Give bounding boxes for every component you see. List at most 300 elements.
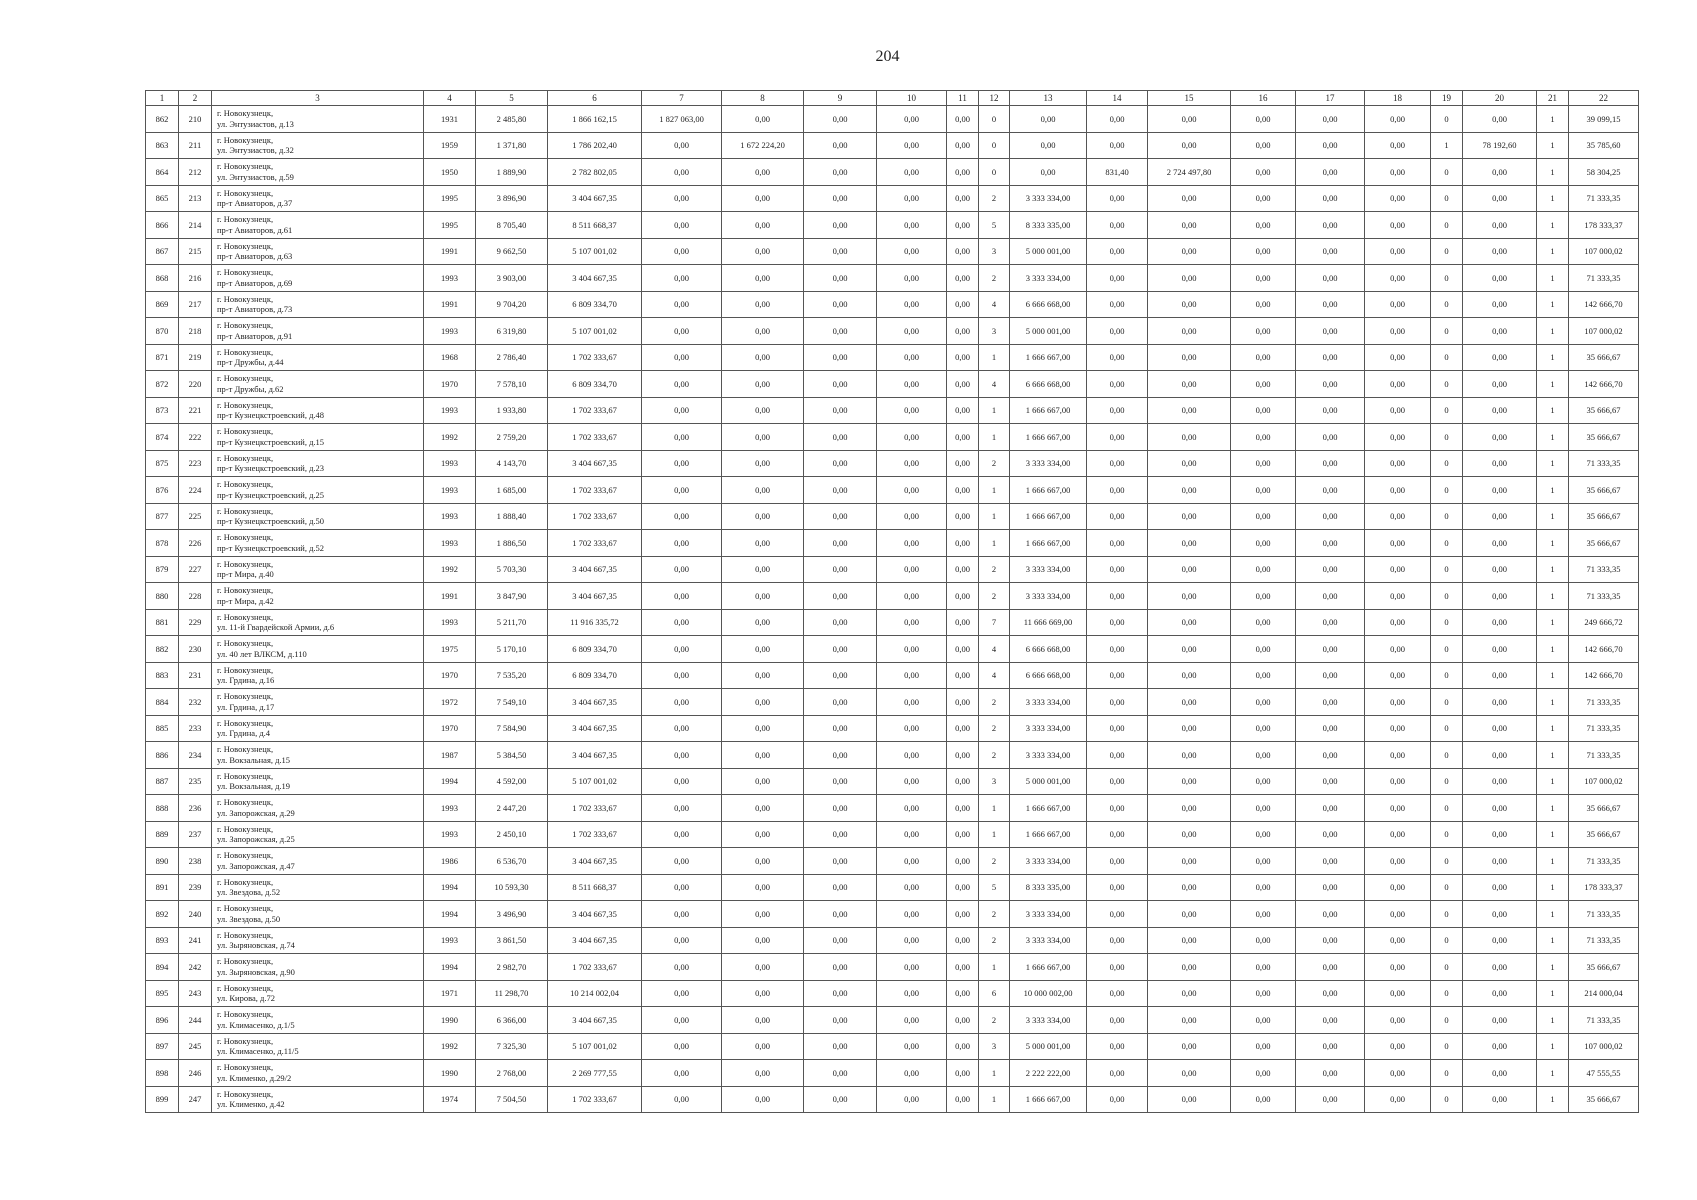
cell-col-13: 5 000 001,00 xyxy=(1010,238,1087,265)
cell-col-20: 0,00 xyxy=(1463,450,1537,477)
address-city: г. Новокузнецк, xyxy=(217,744,274,755)
cell-col-11: 0,00 xyxy=(947,106,979,133)
cell-col-7: 0,00 xyxy=(642,477,722,504)
cell-col-10: 0,00 xyxy=(877,132,947,159)
cell-col-10: 0,00 xyxy=(877,265,947,292)
cell-col-13: 0,00 xyxy=(1010,132,1087,159)
cell-col-21: 1 xyxy=(1537,371,1569,398)
cell-col-16: 0,00 xyxy=(1231,503,1296,530)
cell-col-11: 0,00 xyxy=(947,795,979,822)
address-city: г. Новокузнецк, xyxy=(217,1088,274,1099)
column-header: 7 xyxy=(642,91,722,106)
cell-col-10: 0,00 xyxy=(877,980,947,1007)
cell-col-4: 1986 xyxy=(424,848,476,875)
cell-col-17: 0,00 xyxy=(1296,185,1365,212)
cell-col-8: 0,00 xyxy=(722,662,804,689)
cell-col-10: 0,00 xyxy=(877,927,947,954)
address-street: ул. Зыряновская, д.74 xyxy=(217,940,295,951)
cell-col-13: 5 000 001,00 xyxy=(1010,768,1087,795)
cell-col-16: 0,00 xyxy=(1231,954,1296,981)
address-city: г. Новокузнецк, xyxy=(217,373,274,384)
cell-col-18: 0,00 xyxy=(1365,1086,1431,1113)
cell-col-19: 0 xyxy=(1431,742,1463,769)
cell-col-15: 0,00 xyxy=(1148,1007,1231,1034)
address-street: ул. Энтузиастов, д.13 xyxy=(217,118,294,129)
table-row xyxy=(146,901,1639,928)
address-city: г. Новокузнецк, xyxy=(217,850,274,861)
cell-col-19: 0 xyxy=(1431,106,1463,133)
cell-col-9: 0,00 xyxy=(804,106,877,133)
cell-col-8: 0,00 xyxy=(722,980,804,1007)
cell-col-15: 0,00 xyxy=(1148,874,1231,901)
cell-col-11: 0,00 xyxy=(947,371,979,398)
cell-col-12: 4 xyxy=(979,636,1010,663)
table-row xyxy=(146,715,1639,742)
column-header: 21 xyxy=(1537,91,1569,106)
cell-col-21: 1 xyxy=(1537,1007,1569,1034)
cell-col-8: 0,00 xyxy=(722,238,804,265)
cell-col-14: 0,00 xyxy=(1087,954,1148,981)
cell-col-20: 0,00 xyxy=(1463,265,1537,292)
cell-col-11: 0,00 xyxy=(947,291,979,318)
cell-col-12: 1 xyxy=(979,821,1010,848)
address-street: ул. Клименко, д.42 xyxy=(217,1099,285,1110)
cell-col-15: 0,00 xyxy=(1148,397,1231,424)
cell-col-10: 0,00 xyxy=(877,424,947,451)
cell-col-19: 0 xyxy=(1431,556,1463,583)
cell-col-20: 0,00 xyxy=(1463,106,1537,133)
cell-col-14: 0,00 xyxy=(1087,503,1148,530)
cell-col-16: 0,00 xyxy=(1231,980,1296,1007)
address-city: г. Новокузнецк, xyxy=(217,903,274,914)
address-city: г. Новокузнецк, xyxy=(217,664,274,675)
cell-col-8: 0,00 xyxy=(722,371,804,398)
table-row xyxy=(146,980,1639,1007)
cell-col-9: 0,00 xyxy=(804,795,877,822)
cell-col-1: 871 xyxy=(146,344,179,371)
cell-col-18: 0,00 xyxy=(1365,344,1431,371)
address-cell xyxy=(212,609,424,636)
cell-col-14: 0,00 xyxy=(1087,1033,1148,1060)
cell-col-17: 0,00 xyxy=(1296,821,1365,848)
address-city: г. Новокузнецк, xyxy=(217,956,274,967)
cell-col-18: 0,00 xyxy=(1365,106,1431,133)
cell-col-9: 0,00 xyxy=(804,980,877,1007)
cell-col-18: 0,00 xyxy=(1365,927,1431,954)
address-cell xyxy=(212,291,424,318)
cell-col-12: 1 xyxy=(979,344,1010,371)
cell-col-7: 0,00 xyxy=(642,397,722,424)
cell-col-21: 1 xyxy=(1537,556,1569,583)
cell-col-14: 0,00 xyxy=(1087,1007,1148,1034)
cell-col-7: 0,00 xyxy=(642,583,722,610)
cell-col-2: 220 xyxy=(179,371,212,398)
cell-col-16: 0,00 xyxy=(1231,1086,1296,1113)
address-city: г. Новокузнецк, xyxy=(217,134,274,145)
cell-col-6: 1 702 333,67 xyxy=(548,1086,642,1113)
cell-col-1: 885 xyxy=(146,715,179,742)
cell-col-4: 1968 xyxy=(424,344,476,371)
cell-col-17: 0,00 xyxy=(1296,715,1365,742)
table-row xyxy=(146,1086,1639,1113)
cell-col-15: 0,00 xyxy=(1148,927,1231,954)
cell-col-12: 2 xyxy=(979,848,1010,875)
cell-col-11: 0,00 xyxy=(947,344,979,371)
cell-col-10: 0,00 xyxy=(877,344,947,371)
cell-col-19: 0 xyxy=(1431,848,1463,875)
cell-col-17: 0,00 xyxy=(1296,450,1365,477)
cell-col-7: 0,00 xyxy=(642,450,722,477)
cell-col-6: 3 404 667,35 xyxy=(548,1007,642,1034)
cell-col-16: 0,00 xyxy=(1231,477,1296,504)
address-city: г. Новокузнецк, xyxy=(217,187,274,198)
table-row xyxy=(146,185,1639,212)
address-city: г. Новокузнецк, xyxy=(217,1035,274,1046)
address-cell xyxy=(212,1007,424,1034)
cell-col-18: 0,00 xyxy=(1365,503,1431,530)
cell-col-13: 1 666 667,00 xyxy=(1010,1086,1087,1113)
cell-col-16: 0,00 xyxy=(1231,132,1296,159)
cell-col-20: 0,00 xyxy=(1463,344,1537,371)
cell-col-19: 0 xyxy=(1431,1033,1463,1060)
address-cell xyxy=(212,503,424,530)
cell-col-9: 0,00 xyxy=(804,742,877,769)
cell-col-9: 0,00 xyxy=(804,1086,877,1113)
cell-col-2: 212 xyxy=(179,159,212,186)
cell-col-10: 0,00 xyxy=(877,1033,947,1060)
cell-col-16: 0,00 xyxy=(1231,742,1296,769)
cell-col-4: 1990 xyxy=(424,1060,476,1087)
cell-col-22: 71 333,35 xyxy=(1569,583,1639,610)
cell-col-9: 0,00 xyxy=(804,583,877,610)
cell-col-16: 0,00 xyxy=(1231,212,1296,239)
cell-col-10: 0,00 xyxy=(877,556,947,583)
cell-col-7: 0,00 xyxy=(642,530,722,557)
table-row xyxy=(146,371,1639,398)
cell-col-19: 0 xyxy=(1431,662,1463,689)
cell-col-15: 0,00 xyxy=(1148,954,1231,981)
cell-col-1: 889 xyxy=(146,821,179,848)
cell-col-22: 142 666,70 xyxy=(1569,291,1639,318)
cell-col-15: 0,00 xyxy=(1148,503,1231,530)
cell-col-9: 0,00 xyxy=(804,901,877,928)
address-city: г. Новокузнецк, xyxy=(217,638,274,649)
cell-col-19: 0 xyxy=(1431,397,1463,424)
cell-col-1: 886 xyxy=(146,742,179,769)
cell-col-2: 245 xyxy=(179,1033,212,1060)
cell-col-7: 0,00 xyxy=(642,795,722,822)
cell-col-21: 1 xyxy=(1537,503,1569,530)
cell-col-6: 8 511 668,37 xyxy=(548,874,642,901)
cell-col-18: 0,00 xyxy=(1365,980,1431,1007)
address-street: ул. Запорожская, д.47 xyxy=(217,860,295,871)
cell-col-7: 0,00 xyxy=(642,954,722,981)
cell-col-20: 0,00 xyxy=(1463,291,1537,318)
cell-col-5: 2 982,70 xyxy=(476,954,548,981)
cell-col-7: 0,00 xyxy=(642,212,722,239)
cell-col-4: 1993 xyxy=(424,318,476,345)
cell-col-7: 0,00 xyxy=(642,318,722,345)
cell-col-4: 1993 xyxy=(424,450,476,477)
cell-col-1: 899 xyxy=(146,1086,179,1113)
cell-col-2: 228 xyxy=(179,583,212,610)
cell-col-2: 224 xyxy=(179,477,212,504)
cell-col-13: 1 666 667,00 xyxy=(1010,503,1087,530)
cell-col-1: 872 xyxy=(146,371,179,398)
cell-col-11: 0,00 xyxy=(947,556,979,583)
cell-col-12: 1 xyxy=(979,530,1010,557)
address-street: ул. Вокзальная, д.19 xyxy=(217,781,291,792)
cell-col-17: 0,00 xyxy=(1296,768,1365,795)
address-cell xyxy=(212,344,424,371)
cell-col-7: 0,00 xyxy=(642,821,722,848)
cell-col-6: 3 404 667,35 xyxy=(548,450,642,477)
cell-col-10: 0,00 xyxy=(877,901,947,928)
cell-col-5: 6 319,80 xyxy=(476,318,548,345)
cell-col-13: 8 333 335,00 xyxy=(1010,874,1087,901)
cell-col-21: 1 xyxy=(1537,318,1569,345)
cell-col-5: 3 861,50 xyxy=(476,927,548,954)
address-cell xyxy=(212,742,424,769)
cell-col-17: 0,00 xyxy=(1296,689,1365,716)
cell-col-19: 0 xyxy=(1431,477,1463,504)
cell-col-14: 0,00 xyxy=(1087,477,1148,504)
cell-col-10: 0,00 xyxy=(877,291,947,318)
cell-col-18: 0,00 xyxy=(1365,159,1431,186)
cell-col-14: 0,00 xyxy=(1087,768,1148,795)
cell-col-7: 0,00 xyxy=(642,291,722,318)
cell-col-14: 0,00 xyxy=(1087,715,1148,742)
table-row xyxy=(146,927,1639,954)
address-cell xyxy=(212,450,424,477)
cell-col-12: 1 xyxy=(979,424,1010,451)
cell-col-17: 0,00 xyxy=(1296,901,1365,928)
table-row xyxy=(146,1007,1639,1034)
cell-col-5: 3 903,00 xyxy=(476,265,548,292)
cell-col-17: 0,00 xyxy=(1296,980,1365,1007)
cell-col-4: 1993 xyxy=(424,609,476,636)
cell-col-8: 0,00 xyxy=(722,477,804,504)
cell-col-13: 11 666 669,00 xyxy=(1010,609,1087,636)
cell-col-22: 71 333,35 xyxy=(1569,715,1639,742)
cell-col-5: 3 847,90 xyxy=(476,583,548,610)
cell-col-9: 0,00 xyxy=(804,159,877,186)
cell-col-21: 1 xyxy=(1537,848,1569,875)
cell-col-21: 1 xyxy=(1537,106,1569,133)
cell-col-2: 234 xyxy=(179,742,212,769)
table-row xyxy=(146,477,1639,504)
cell-col-21: 1 xyxy=(1537,1033,1569,1060)
cell-col-19: 0 xyxy=(1431,980,1463,1007)
cell-col-5: 1 371,80 xyxy=(476,132,548,159)
cell-col-16: 0,00 xyxy=(1231,795,1296,822)
cell-col-5: 6 366,00 xyxy=(476,1007,548,1034)
cell-col-4: 1972 xyxy=(424,689,476,716)
address-street: ул. Климасенко, д.1/5 xyxy=(217,1019,295,1030)
cell-col-15: 0,00 xyxy=(1148,265,1231,292)
cell-col-7: 0,00 xyxy=(642,636,722,663)
cell-col-2: 235 xyxy=(179,768,212,795)
cell-col-7: 1 827 063,00 xyxy=(642,106,722,133)
cell-col-12: 1 xyxy=(979,397,1010,424)
cell-col-22: 35 666,67 xyxy=(1569,954,1639,981)
cell-col-18: 0,00 xyxy=(1365,954,1431,981)
cell-col-7: 0,00 xyxy=(642,132,722,159)
table-row xyxy=(146,768,1639,795)
cell-col-20: 0,00 xyxy=(1463,795,1537,822)
cell-col-13: 6 666 668,00 xyxy=(1010,371,1087,398)
cell-col-15: 0,00 xyxy=(1148,1060,1231,1087)
cell-col-2: 242 xyxy=(179,954,212,981)
cell-col-20: 0,00 xyxy=(1463,1086,1537,1113)
cell-col-8: 0,00 xyxy=(722,821,804,848)
cell-col-21: 1 xyxy=(1537,689,1569,716)
cell-col-11: 0,00 xyxy=(947,477,979,504)
cell-col-7: 0,00 xyxy=(642,1060,722,1087)
cell-col-1: 868 xyxy=(146,265,179,292)
cell-col-12: 3 xyxy=(979,318,1010,345)
cell-col-22: 71 333,35 xyxy=(1569,689,1639,716)
cell-col-18: 0,00 xyxy=(1365,609,1431,636)
cell-col-6: 3 404 667,35 xyxy=(548,848,642,875)
address-cell xyxy=(212,980,424,1007)
cell-col-5: 7 504,50 xyxy=(476,1086,548,1113)
cell-col-4: 1994 xyxy=(424,768,476,795)
cell-col-16: 0,00 xyxy=(1231,530,1296,557)
column-header: 14 xyxy=(1087,91,1148,106)
cell-col-9: 0,00 xyxy=(804,1007,877,1034)
cell-col-17: 0,00 xyxy=(1296,265,1365,292)
table-row xyxy=(146,450,1639,477)
address-city: г. Новокузнецк, xyxy=(217,797,274,808)
table-row xyxy=(146,238,1639,265)
cell-col-16: 0,00 xyxy=(1231,238,1296,265)
cell-col-8: 0,00 xyxy=(722,185,804,212)
cell-col-4: 1992 xyxy=(424,1033,476,1060)
cell-col-13: 3 333 334,00 xyxy=(1010,556,1087,583)
cell-col-17: 0,00 xyxy=(1296,874,1365,901)
cell-col-1: 897 xyxy=(146,1033,179,1060)
address-city: г. Новокузнецк, xyxy=(217,108,274,119)
cell-col-12: 1 xyxy=(979,477,1010,504)
address-street: пр-т Дружбы, д.44 xyxy=(217,357,284,368)
cell-col-21: 1 xyxy=(1537,715,1569,742)
address-street: пр-т Кузнецкстроевский, д.25 xyxy=(217,489,325,500)
cell-col-10: 0,00 xyxy=(877,689,947,716)
address-cell xyxy=(212,1060,424,1087)
cell-col-1: 869 xyxy=(146,291,179,318)
cell-col-8: 0,00 xyxy=(722,397,804,424)
cell-col-14: 0,00 xyxy=(1087,371,1148,398)
cell-col-22: 71 333,35 xyxy=(1569,1007,1639,1034)
cell-col-4: 1975 xyxy=(424,636,476,663)
column-header: 16 xyxy=(1231,91,1296,106)
cell-col-22: 71 333,35 xyxy=(1569,901,1639,928)
cell-col-5: 1 886,50 xyxy=(476,530,548,557)
cell-col-9: 0,00 xyxy=(804,344,877,371)
cell-col-8: 0,00 xyxy=(722,1033,804,1060)
cell-col-2: 231 xyxy=(179,662,212,689)
table-row xyxy=(146,848,1639,875)
cell-col-5: 7 535,20 xyxy=(476,662,548,689)
cell-col-8: 0,00 xyxy=(722,212,804,239)
cell-col-19: 0 xyxy=(1431,159,1463,186)
cell-col-15: 0,00 xyxy=(1148,238,1231,265)
cell-col-16: 0,00 xyxy=(1231,556,1296,583)
cell-col-8: 0,00 xyxy=(722,795,804,822)
table-row xyxy=(146,424,1639,451)
cell-col-22: 35 785,60 xyxy=(1569,132,1639,159)
address-cell xyxy=(212,185,424,212)
cell-col-20: 0,00 xyxy=(1463,1060,1537,1087)
cell-col-18: 0,00 xyxy=(1365,742,1431,769)
cell-col-20: 0,00 xyxy=(1463,768,1537,795)
address-street: ул. Грдина, д.16 xyxy=(217,675,275,686)
cell-col-15: 0,00 xyxy=(1148,689,1231,716)
cell-col-15: 0,00 xyxy=(1148,901,1231,928)
cell-col-1: 873 xyxy=(146,397,179,424)
table-row xyxy=(146,954,1639,981)
cell-col-13: 6 666 668,00 xyxy=(1010,636,1087,663)
cell-col-12: 2 xyxy=(979,715,1010,742)
cell-col-17: 0,00 xyxy=(1296,1086,1365,1113)
cell-col-12: 5 xyxy=(979,874,1010,901)
table-row xyxy=(146,636,1639,663)
cell-col-20: 0,00 xyxy=(1463,821,1537,848)
cell-col-21: 1 xyxy=(1537,1060,1569,1087)
cell-col-18: 0,00 xyxy=(1365,132,1431,159)
cell-col-8: 0,00 xyxy=(722,1060,804,1087)
cell-col-22: 214 000,04 xyxy=(1569,980,1639,1007)
table-row xyxy=(146,662,1639,689)
cell-col-19: 0 xyxy=(1431,901,1463,928)
cell-col-21: 1 xyxy=(1537,1086,1569,1113)
cell-col-20: 0,00 xyxy=(1463,397,1537,424)
cell-col-2: 215 xyxy=(179,238,212,265)
cell-col-7: 0,00 xyxy=(642,1033,722,1060)
cell-col-11: 0,00 xyxy=(947,874,979,901)
table-row xyxy=(146,795,1639,822)
cell-col-11: 0,00 xyxy=(947,662,979,689)
address-city: г. Новокузнецк, xyxy=(217,426,274,437)
cell-col-22: 107 000,02 xyxy=(1569,238,1639,265)
cell-col-2: 210 xyxy=(179,106,212,133)
cell-col-5: 3 496,90 xyxy=(476,901,548,928)
cell-col-9: 0,00 xyxy=(804,185,877,212)
cell-col-20: 0,00 xyxy=(1463,238,1537,265)
cell-col-15: 0,00 xyxy=(1148,1086,1231,1113)
cell-col-2: 227 xyxy=(179,556,212,583)
cell-col-1: 865 xyxy=(146,185,179,212)
address-cell xyxy=(212,636,424,663)
cell-col-13: 10 000 002,00 xyxy=(1010,980,1087,1007)
address-cell xyxy=(212,768,424,795)
cell-col-12: 1 xyxy=(979,1060,1010,1087)
cell-col-7: 0,00 xyxy=(642,371,722,398)
cell-col-15: 0,00 xyxy=(1148,556,1231,583)
cell-col-4: 1994 xyxy=(424,874,476,901)
cell-col-4: 1987 xyxy=(424,742,476,769)
cell-col-9: 0,00 xyxy=(804,848,877,875)
cell-col-12: 0 xyxy=(979,132,1010,159)
table-row xyxy=(146,530,1639,557)
cell-col-20: 0,00 xyxy=(1463,609,1537,636)
cell-col-2: 217 xyxy=(179,291,212,318)
cell-col-14: 0,00 xyxy=(1087,662,1148,689)
cell-col-11: 0,00 xyxy=(947,265,979,292)
cell-col-2: 237 xyxy=(179,821,212,848)
cell-col-2: 216 xyxy=(179,265,212,292)
